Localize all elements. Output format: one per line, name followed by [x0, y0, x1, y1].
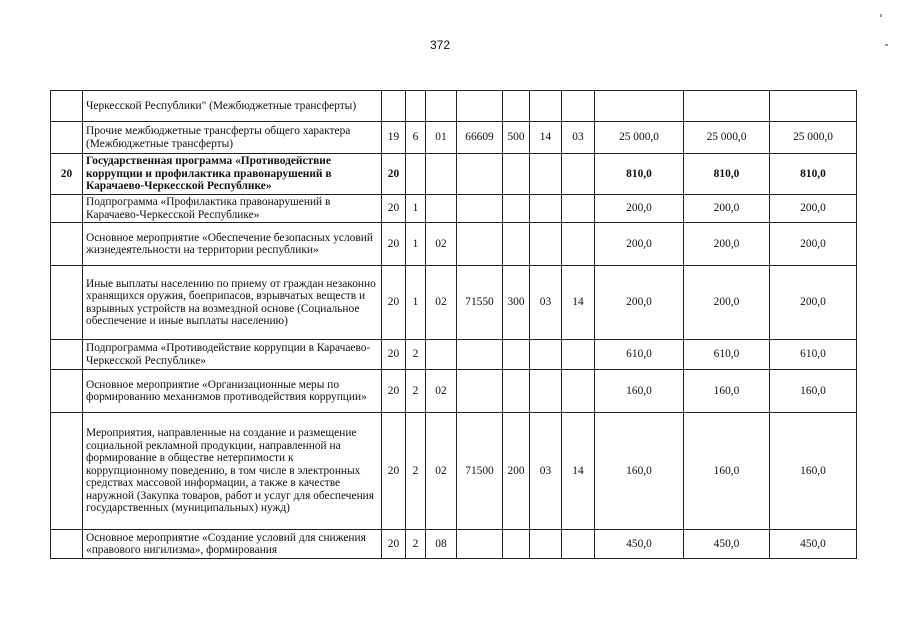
- amount-year-2: 160,0: [684, 370, 770, 413]
- expense-type-code: [503, 530, 530, 559]
- program-code: 20: [382, 370, 406, 413]
- scan-mark: [885, 44, 888, 46]
- expense-type-code: 200: [503, 413, 530, 530]
- table-row: [51, 340, 857, 370]
- row-number: [51, 122, 83, 154]
- subprogram-code: [406, 91, 426, 122]
- amount-year-2: 25 000,0: [684, 122, 770, 154]
- row-name: Основное мероприятие «Организационные меры по формированию механизмов противодействия коррупции»: [83, 370, 382, 413]
- program-code: 20: [382, 413, 406, 530]
- subprogram-code: 1: [406, 266, 426, 340]
- section-code: [530, 195, 562, 223]
- direction-code: 71500: [457, 413, 503, 530]
- subprogram-code: 1: [406, 223, 426, 266]
- expense-type-code: 300: [503, 266, 530, 340]
- direction-code: 71550: [457, 266, 503, 340]
- row-name: Подпрограмма «Профилактика правонарушений в Карачаево-Черкесской Республике»: [83, 195, 382, 223]
- row-number: [51, 370, 83, 413]
- amount-year-1: 200,0: [595, 266, 684, 340]
- subsection-code: [562, 154, 595, 195]
- amount-year-1: 160,0: [595, 413, 684, 530]
- section-code: [530, 223, 562, 266]
- table-row: [51, 91, 857, 122]
- row-name: Основное мероприятие «Обеспечение безопасных условий жизнедеятельности на территории республики»: [83, 223, 382, 266]
- direction-code: [457, 91, 503, 122]
- subprogram-code: 2: [406, 413, 426, 530]
- program-code: 20: [382, 530, 406, 559]
- program-code: 20: [382, 266, 406, 340]
- amount-year-2: 200,0: [684, 195, 770, 223]
- table-row: [51, 122, 857, 154]
- subprogram-code: 6: [406, 122, 426, 154]
- expense-type-code: [503, 91, 530, 122]
- direction-code: [457, 195, 503, 223]
- subsection-code: [562, 195, 595, 223]
- section-code: [530, 370, 562, 413]
- table-row: [51, 154, 857, 195]
- program-code: [382, 91, 406, 122]
- amount-year-3: [770, 91, 857, 122]
- amount-year-2: 810,0: [684, 154, 770, 195]
- row-name: Основное мероприятие «Создание условий для снижения «правового нигилизма», формирования: [83, 530, 382, 559]
- amount-year-3: 200,0: [770, 223, 857, 266]
- page-number: 372: [429, 38, 451, 52]
- expense-type-code: [503, 154, 530, 195]
- amount-year-1: 25 000,0: [595, 122, 684, 154]
- expense-type-code: 500: [503, 122, 530, 154]
- row-name: Черкесской Республики" (Межбюджетные трансферты): [83, 91, 382, 122]
- table-row: [51, 530, 857, 559]
- direction-code: 66609: [457, 122, 503, 154]
- measure-code: 08: [426, 530, 457, 559]
- section-code: [530, 530, 562, 559]
- amount-year-1: 810,0: [595, 154, 684, 195]
- direction-code: [457, 340, 503, 370]
- amount-year-2: 200,0: [684, 223, 770, 266]
- table-row: [51, 195, 857, 223]
- amount-year-3: 200,0: [770, 195, 857, 223]
- expense-type-code: [503, 223, 530, 266]
- subsection-code: 14: [562, 413, 595, 530]
- subprogram-code: [406, 154, 426, 195]
- amount-year-1: 610,0: [595, 340, 684, 370]
- program-code: 20: [382, 195, 406, 223]
- amount-year-3: 450,0: [770, 530, 857, 559]
- program-code: 20: [382, 154, 406, 195]
- measure-code: [426, 195, 457, 223]
- row-name: Государственная программа «Противодействие коррупции и профилактика правонарушений в Карачаево-Черкесской Республике»: [83, 154, 382, 195]
- row-number: [51, 195, 83, 223]
- subsection-code: 03: [562, 122, 595, 154]
- subsection-code: [562, 370, 595, 413]
- amount-year-3: 160,0: [770, 413, 857, 530]
- scan-mark: [880, 14, 882, 17]
- section-code: [530, 154, 562, 195]
- amount-year-2: 610,0: [684, 340, 770, 370]
- amount-year-1: 160,0: [595, 370, 684, 413]
- row-name: Иные выплаты населению по приему от граждан незаконно хранящихся оружия, боеприпасов, взрывчатых веществ и взрывных устройств на возмездной основе (Социальное обеспечение и иные выплаты населению): [83, 266, 382, 340]
- amount-year-3: 25 000,0: [770, 122, 857, 154]
- subprogram-code: 2: [406, 370, 426, 413]
- amount-year-3: 810,0: [770, 154, 857, 195]
- row-name: Подпрограмма «Противодействие коррупции в Карачаево-Черкесской Республике»: [83, 340, 382, 370]
- subsection-code: [562, 223, 595, 266]
- program-code: 19: [382, 122, 406, 154]
- amount-year-3: 160,0: [770, 370, 857, 413]
- subprogram-code: 1: [406, 195, 426, 223]
- row-number: [51, 91, 83, 122]
- table-row: [51, 370, 857, 413]
- section-code: 14: [530, 122, 562, 154]
- row-name: Прочие межбюджетные трансферты общего характера (Межбюджетные трансферты): [83, 122, 382, 154]
- program-code: 20: [382, 340, 406, 370]
- subsection-code: [562, 530, 595, 559]
- amount-year-1: 450,0: [595, 530, 684, 559]
- expense-type-code: [503, 370, 530, 413]
- subsection-code: [562, 91, 595, 122]
- expense-type-code: [503, 195, 530, 223]
- subprogram-code: 2: [406, 340, 426, 370]
- direction-code: [457, 223, 503, 266]
- measure-code: 02: [426, 266, 457, 340]
- row-number: [51, 223, 83, 266]
- section-code: [530, 340, 562, 370]
- subsection-code: 14: [562, 266, 595, 340]
- table-row: [51, 266, 857, 340]
- row-number: [51, 340, 83, 370]
- subsection-code: [562, 340, 595, 370]
- direction-code: [457, 154, 503, 195]
- section-code: 03: [530, 266, 562, 340]
- expense-type-code: [503, 340, 530, 370]
- row-number: 20: [51, 154, 83, 195]
- budget-table: [50, 90, 857, 559]
- amount-year-2: 200,0: [684, 266, 770, 340]
- measure-code: 01: [426, 122, 457, 154]
- amount-year-2: [684, 91, 770, 122]
- table-row: [51, 413, 857, 530]
- amount-year-2: 160,0: [684, 413, 770, 530]
- measure-code: 02: [426, 370, 457, 413]
- row-number: [51, 266, 83, 340]
- amount-year-1: [595, 91, 684, 122]
- table-row: [51, 223, 857, 266]
- row-number: [51, 413, 83, 530]
- measure-code: 02: [426, 223, 457, 266]
- amount-year-2: 450,0: [684, 530, 770, 559]
- subprogram-code: 2: [406, 530, 426, 559]
- program-code: 20: [382, 223, 406, 266]
- direction-code: [457, 370, 503, 413]
- direction-code: [457, 530, 503, 559]
- amount-year-3: 200,0: [770, 266, 857, 340]
- amount-year-3: 610,0: [770, 340, 857, 370]
- amount-year-1: 200,0: [595, 223, 684, 266]
- measure-code: [426, 154, 457, 195]
- row-name: Мероприятия, направленные на создание и размещение социальной рекламной продукции, направленной на формирование в обществе нетерпимости к коррупционному поведению, в том числе в электронных средствах массовой информации, а также в качестве наружной (Закупка товаров, работ и услуг для обеспечения государственных (муниципальных) нужд): [83, 413, 382, 530]
- section-code: 03: [530, 413, 562, 530]
- measure-code: [426, 91, 457, 122]
- row-number: [51, 530, 83, 559]
- measure-code: [426, 340, 457, 370]
- measure-code: 02: [426, 413, 457, 530]
- amount-year-1: 200,0: [595, 195, 684, 223]
- section-code: [530, 91, 562, 122]
